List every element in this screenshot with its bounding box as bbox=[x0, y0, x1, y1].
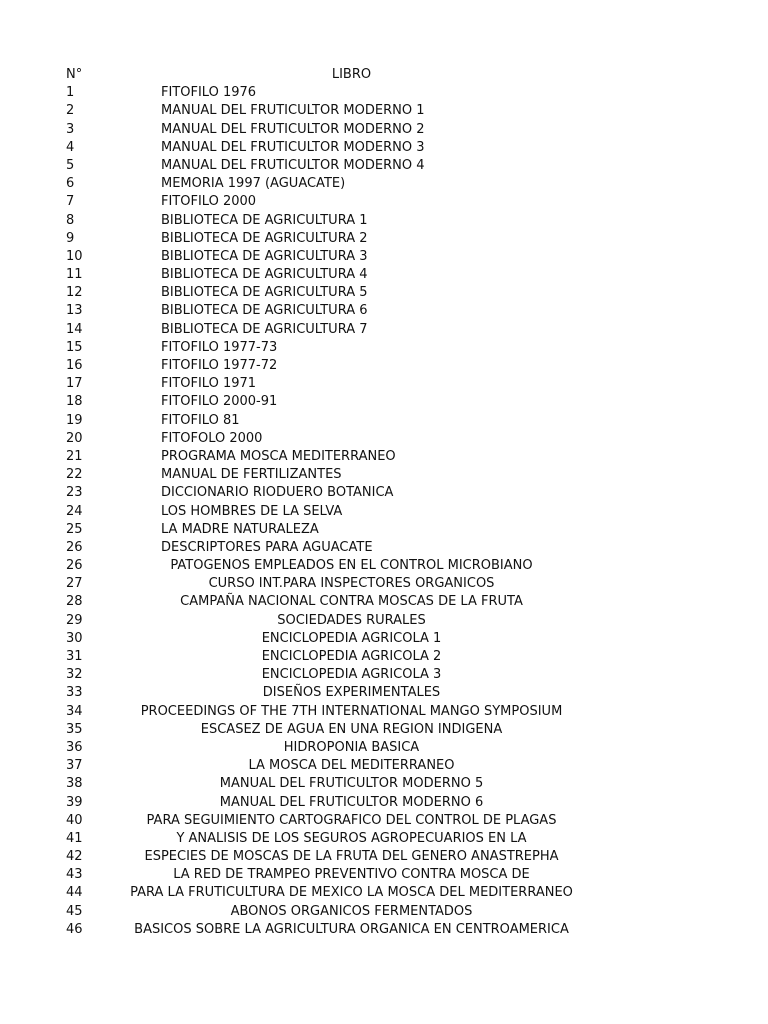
book-title-cell bbox=[158, 466, 545, 484]
table-row bbox=[0, 703, 768, 721]
book-title: FITOFILO 2000-91 bbox=[161, 394, 278, 410]
book-title: BIBLIOTECA DE AGRICULTURA 2 bbox=[161, 230, 368, 246]
row-number: 41 bbox=[66, 830, 83, 846]
row-number: 40 bbox=[66, 812, 83, 828]
book-title-cell bbox=[158, 484, 545, 502]
table-row bbox=[0, 248, 768, 266]
table-row bbox=[0, 412, 768, 430]
row-number: 23 bbox=[66, 485, 83, 501]
book-title-cell bbox=[158, 612, 545, 630]
header-num: N° bbox=[66, 67, 83, 82]
book-title-cell bbox=[158, 648, 545, 666]
book-title-cell bbox=[158, 375, 545, 393]
table-row bbox=[0, 884, 768, 902]
row-number: 33 bbox=[66, 685, 83, 701]
table-row bbox=[0, 430, 768, 448]
table-row bbox=[0, 630, 768, 648]
book-title-cell bbox=[158, 102, 545, 120]
book-title: FITOFILO 1977-73 bbox=[161, 339, 278, 355]
row-number: 22 bbox=[66, 467, 83, 483]
book-title: MANUAL DEL FRUTICULTOR MODERNO 2 bbox=[161, 121, 425, 137]
book-title-cell bbox=[158, 157, 545, 175]
book-title: DICCIONARIO RIODUERO BOTANICA bbox=[161, 485, 394, 501]
book-title: MANUAL DEL FRUTICULTOR MODERNO 5 bbox=[219, 776, 484, 792]
book-title-cell bbox=[158, 739, 545, 757]
row-number: 43 bbox=[66, 867, 83, 883]
table-row bbox=[0, 157, 768, 175]
book-title-cell bbox=[158, 248, 545, 266]
book-title: BIBLIOTECA DE AGRICULTURA 6 bbox=[161, 303, 368, 319]
book-title: FITOFILO 2000 bbox=[161, 194, 257, 210]
row-number: 38 bbox=[66, 776, 83, 792]
book-title-cell bbox=[158, 193, 545, 211]
table-row bbox=[0, 339, 768, 357]
table-row bbox=[0, 666, 768, 684]
table-row bbox=[0, 448, 768, 466]
book-title: BIBLIOTECA DE AGRICULTURA 5 bbox=[161, 285, 368, 301]
row-number: 16 bbox=[66, 358, 83, 373]
book-title: SOCIEDADES RURALES bbox=[277, 612, 426, 628]
table-row bbox=[0, 848, 768, 866]
book-title-cell bbox=[158, 302, 545, 320]
row-number: 8 bbox=[66, 212, 75, 228]
table-row bbox=[0, 757, 768, 775]
row-number: 30 bbox=[66, 630, 83, 646]
book-title: FITOFILO 1971 bbox=[161, 376, 257, 392]
book-title-cell bbox=[158, 357, 545, 375]
row-number: 9 bbox=[66, 230, 75, 246]
book-title: CURSO INT.PARA INSPECTORES ORGANICOS bbox=[208, 576, 495, 592]
row-number: 31 bbox=[66, 649, 83, 664]
table-row bbox=[0, 139, 768, 157]
spreadsheet bbox=[0, 66, 768, 939]
row-number: 44 bbox=[66, 885, 83, 901]
book-title: BIBLIOTECA DE AGRICULTURA 7 bbox=[161, 321, 368, 337]
book-title-cell bbox=[158, 503, 545, 521]
book-title-cell bbox=[158, 775, 545, 793]
book-title: BIBLIOTECA DE AGRICULTURA 3 bbox=[161, 248, 368, 264]
book-title: PROCEEDINGS OF THE 7TH INTERNATIONAL MANGO SYMPOSIUM bbox=[140, 703, 563, 719]
row-number: 12 bbox=[66, 285, 83, 301]
table-row bbox=[0, 193, 768, 211]
book-title-cell bbox=[158, 903, 545, 921]
table-row bbox=[0, 375, 768, 393]
row-number: 21 bbox=[66, 448, 83, 464]
book-title: FITOFILO 81 bbox=[161, 412, 240, 428]
row-number: 2 bbox=[66, 103, 75, 119]
row-number: 6 bbox=[66, 176, 75, 192]
table-row bbox=[0, 684, 768, 702]
book-title-cell bbox=[158, 593, 545, 611]
table-row bbox=[0, 393, 768, 411]
row-number: 5 bbox=[66, 157, 75, 173]
book-title-cell bbox=[158, 448, 545, 466]
table-row bbox=[0, 593, 768, 611]
table-row bbox=[0, 775, 768, 793]
book-title: ENCICLOPEDIA AGRICOLA 3 bbox=[261, 667, 442, 683]
book-title-cell bbox=[144, 848, 559, 866]
header-row bbox=[0, 66, 768, 84]
row-number: 25 bbox=[66, 521, 83, 537]
row-number: 28 bbox=[66, 594, 83, 610]
book-title-cell bbox=[158, 794, 545, 812]
book-title: LA MOSCA DEL MEDITERRANEO bbox=[248, 758, 455, 774]
book-title-cell bbox=[158, 139, 545, 157]
book-title-cell bbox=[158, 630, 545, 648]
book-title: MANUAL DEL FRUTICULTOR MODERNO 3 bbox=[161, 139, 425, 155]
table-row bbox=[0, 812, 768, 830]
row-number: 7 bbox=[66, 194, 75, 210]
row-number: 4 bbox=[66, 139, 75, 155]
book-title: FITOFOLO 2000 bbox=[161, 430, 263, 446]
book-title-cell bbox=[158, 557, 545, 575]
table-row bbox=[0, 557, 768, 575]
row-number: 3 bbox=[66, 121, 75, 137]
book-title-cell bbox=[130, 884, 573, 902]
table-row bbox=[0, 212, 768, 230]
book-title-cell bbox=[158, 284, 545, 302]
table-row bbox=[0, 484, 768, 502]
book-title: Y ANALISIS DE LOS SEGUROS AGROPECUARIOS EN LA bbox=[176, 830, 527, 846]
book-title: PARA LA FRUTICULTURA DE MEXICO LA MOSCA DEL MEDITERRANEO bbox=[130, 885, 573, 901]
table-row bbox=[0, 102, 768, 120]
row-number: 27 bbox=[66, 576, 83, 592]
book-title-cell bbox=[158, 393, 545, 411]
table-row bbox=[0, 575, 768, 593]
book-title: ENCICLOPEDIA AGRICOLA 2 bbox=[261, 649, 442, 664]
row-number: 26 bbox=[66, 558, 83, 574]
row-number: 26 bbox=[66, 539, 83, 555]
header-title: LIBRO bbox=[331, 67, 372, 82]
book-title-cell bbox=[158, 84, 545, 102]
table-row bbox=[0, 648, 768, 666]
table-row bbox=[0, 284, 768, 302]
row-number: 45 bbox=[66, 903, 83, 919]
book-title: BIBLIOTECA DE AGRICULTURA 4 bbox=[161, 267, 368, 283]
row-number: 37 bbox=[66, 758, 83, 774]
book-title: PATOGENOS EMPLEADOS EN EL CONTROL MICROBIANO bbox=[170, 558, 533, 574]
table-row bbox=[0, 121, 768, 139]
row-number: 18 bbox=[66, 394, 83, 410]
table-row bbox=[0, 266, 768, 284]
book-title-cell bbox=[158, 430, 545, 448]
rows-container bbox=[0, 84, 768, 939]
row-number: 10 bbox=[66, 248, 83, 264]
book-title-cell bbox=[158, 175, 545, 193]
book-title: MANUAL DEL FRUTICULTOR MODERNO 6 bbox=[219, 794, 484, 810]
book-title: BASICOS SOBRE LA AGRICULTURA ORGANICA EN CENTROAMERICA bbox=[134, 921, 569, 937]
book-title: ESCASEZ DE AGUA EN UNA REGION INDIGENA bbox=[200, 721, 503, 737]
table-row bbox=[0, 866, 768, 884]
book-title: DISEÑOS EXPERIMENTALES bbox=[262, 685, 441, 701]
book-title: PROGRAMA MOSCA MEDITERRANEO bbox=[161, 448, 396, 464]
row-number: 35 bbox=[66, 721, 83, 737]
book-title: MEMORIA 1997 (AGUACATE) bbox=[161, 176, 346, 192]
book-title: MANUAL DEL FRUTICULTOR MODERNO 4 bbox=[161, 157, 425, 173]
book-title-cell bbox=[158, 412, 545, 430]
row-number: 20 bbox=[66, 430, 83, 446]
row-number: 17 bbox=[66, 376, 83, 392]
book-title-cell bbox=[158, 757, 545, 775]
row-number: 34 bbox=[66, 703, 83, 719]
book-title-cell bbox=[158, 575, 545, 593]
book-title: HIDROPONIA BASICA bbox=[283, 739, 420, 755]
row-number: 24 bbox=[66, 503, 83, 519]
table-row bbox=[0, 84, 768, 102]
book-title-cell bbox=[134, 921, 569, 939]
table-row bbox=[0, 903, 768, 921]
book-title: ESPECIES DE MOSCAS DE LA FRUTA DEL GENERO ANASTREPHA bbox=[144, 849, 559, 865]
book-title-cell bbox=[158, 521, 545, 539]
row-number: 14 bbox=[66, 321, 83, 337]
table-row bbox=[0, 175, 768, 193]
book-title: FITOFILO 1976 bbox=[161, 85, 257, 101]
table-row bbox=[0, 539, 768, 557]
row-number: 36 bbox=[66, 739, 83, 755]
row-number: 39 bbox=[66, 794, 83, 810]
table-row bbox=[0, 230, 768, 248]
row-number: 11 bbox=[66, 267, 83, 283]
book-title-cell bbox=[146, 812, 557, 830]
row-number: 19 bbox=[66, 412, 83, 428]
book-title: LA RED DE TRAMPEO PREVENTIVO CONTRA MOSCA DE bbox=[173, 867, 530, 883]
table-row bbox=[0, 921, 768, 939]
row-number: 29 bbox=[66, 612, 83, 628]
book-title-cell bbox=[158, 230, 545, 248]
book-title-cell bbox=[158, 666, 545, 684]
book-title-cell bbox=[158, 121, 545, 139]
row-number: 1 bbox=[66, 85, 75, 101]
row-number: 15 bbox=[66, 339, 83, 355]
book-title-cell bbox=[158, 339, 545, 357]
book-title-cell bbox=[158, 721, 545, 739]
book-title-cell bbox=[158, 866, 545, 884]
book-title: LA MADRE NATURALEZA bbox=[161, 521, 319, 537]
book-title: BIBLIOTECA DE AGRICULTURA 1 bbox=[161, 212, 368, 228]
table-row bbox=[0, 357, 768, 375]
book-title-cell bbox=[140, 703, 563, 721]
book-title: DESCRIPTORES PARA AGUACATE bbox=[161, 539, 373, 555]
book-title: PARA SEGUIMIENTO CARTOGRAFICO DEL CONTROL DE PLAGAS bbox=[146, 812, 557, 828]
book-title: CAMPAÑA NACIONAL CONTRA MOSCAS DE LA FRUTA bbox=[180, 594, 523, 610]
table-row bbox=[0, 466, 768, 484]
book-title-cell bbox=[158, 321, 545, 339]
table-row bbox=[0, 739, 768, 757]
row-number: 32 bbox=[66, 667, 83, 683]
table-row bbox=[0, 503, 768, 521]
table-row bbox=[0, 302, 768, 320]
book-title: LOS HOMBRES DE LA SELVA bbox=[161, 503, 343, 519]
table-row bbox=[0, 794, 768, 812]
table-row bbox=[0, 321, 768, 339]
row-number: 42 bbox=[66, 849, 83, 865]
table-row bbox=[0, 830, 768, 848]
table-row bbox=[0, 521, 768, 539]
book-title-cell bbox=[158, 212, 545, 230]
book-title: MANUAL DE FERTILIZANTES bbox=[161, 467, 342, 483]
book-title: ENCICLOPEDIA AGRICOLA 1 bbox=[261, 630, 442, 646]
table-row bbox=[0, 612, 768, 630]
book-title-cell bbox=[158, 830, 545, 848]
book-title-cell bbox=[158, 539, 545, 557]
book-title: MANUAL DEL FRUTICULTOR MODERNO 1 bbox=[161, 103, 425, 119]
book-title-cell bbox=[158, 266, 545, 284]
book-title: ABONOS ORGANICOS FERMENTADOS bbox=[230, 903, 473, 919]
row-number: 46 bbox=[66, 921, 83, 937]
table-row bbox=[0, 721, 768, 739]
book-title: FITOFILO 1977-72 bbox=[161, 358, 278, 373]
book-title-cell bbox=[158, 684, 545, 702]
row-number: 13 bbox=[66, 303, 83, 319]
